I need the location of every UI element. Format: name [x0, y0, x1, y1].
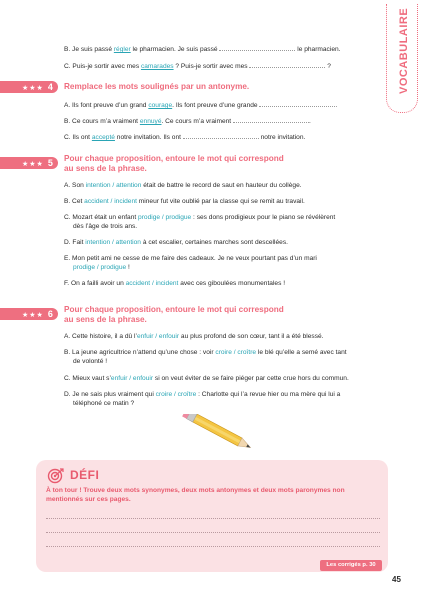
- exercise-6-badge: [0, 308, 58, 320]
- ex5-item-c-line2: dès l’âge de trois ans.: [73, 223, 138, 230]
- top-item-b: B. Je suis passé régler le pharmacien. Je suis passé le pharmacien.: [64, 46, 341, 53]
- exercise-number: 4: [47, 82, 53, 92]
- word-choice[interactable]: intention / attention: [85, 239, 141, 246]
- word-choice[interactable]: prodige / prodigue: [73, 264, 127, 271]
- difficulty-stars: ★★★: [22, 161, 44, 168]
- ex5-item-e-line2: prodige / prodigue !: [73, 264, 130, 271]
- exercise-5-badge: [0, 157, 58, 169]
- defi-instructions: À ton tour ! Trouve deux mots synonymes, deux mots antonymes et deux mots paronymes non mentionnés sur ces pages.: [46, 487, 345, 503]
- word-choice[interactable]: prodige / prodigue: [138, 214, 192, 221]
- exercise-number: 6: [47, 309, 53, 319]
- ex5-item-a: A. Son intention / attention était de battre le record de saut en hauteur du collège.: [64, 182, 302, 189]
- ex6-item-d-line2: téléphoné ce matin ?: [73, 400, 135, 407]
- exercise-number: 5: [47, 158, 53, 168]
- ex5-item-e: E. Mon petit ami ne cesse de me faire des cadeaux. Je ne veux pourtant pas d’un mari: [64, 255, 317, 262]
- ex5-item-d: D. Fait intention / attention à cet escalier, certaines marches sont descellées.: [64, 239, 288, 246]
- ex4-item-a: A. Ils font preuve d’un grand courage. Ils font preuve d’une grande .: [64, 102, 338, 109]
- word-choice[interactable]: croire / croître: [215, 349, 257, 356]
- vocabulary-label: VOCABULAIRE: [398, 7, 410, 94]
- answer-line[interactable]: [46, 532, 380, 533]
- ex5-item-c: C. Mozart était un enfant prodige / prodigue : ses dons prodigieux pour le piano se révélèrent: [64, 214, 336, 221]
- answer-line[interactable]: [46, 546, 380, 547]
- word-choice[interactable]: croire / croître: [155, 391, 197, 398]
- ex4-item-c: C. Ils ont accepté notre invitation. Ils ont notre invitation.: [64, 134, 306, 141]
- ex6-item-d: D. Je ne sais plus vraiment qui croire / croître : Charlotte qui l’a revue hier ou ma mère qui lui a: [64, 391, 341, 398]
- underlined-word: régler: [113, 46, 131, 53]
- word-choice[interactable]: accident / incident: [125, 280, 179, 287]
- ex6-item-a: A. Cette histoire, il a dû l’enfuir / enfouir au plus profond de son cœur, tant il a été blessé.: [64, 333, 324, 340]
- exercise-4-badge: [0, 81, 58, 93]
- underlined-word: accepté: [91, 134, 115, 141]
- target-icon: [47, 468, 65, 484]
- pencil-icon: [182, 414, 262, 452]
- underlined-word: camarades: [140, 63, 174, 70]
- ex6-item-b: B. La jeune agricultrice n’attend qu’une chose : voir croire / croître le blé qu’elle a semé avec tant: [64, 349, 347, 356]
- answer-blank[interactable]: [183, 132, 259, 139]
- answer-line[interactable]: [46, 518, 380, 519]
- exercise-6-title: Pour chaque proposition, entoure le mot qui correspond au sens de la phrase.: [64, 305, 284, 324]
- word-choice[interactable]: enfuir / enfouir: [136, 333, 180, 340]
- ex5-item-b: B. Cet accident / incident mineur fut vite oublié par la classe qui se remit au travail.: [64, 198, 305, 205]
- word-choice[interactable]: accident / incident: [84, 198, 137, 205]
- exercise-5-title: Pour chaque proposition, entoure le mot qui correspond au sens de la phrase.: [64, 154, 284, 173]
- ex6-item-b-line2: de volonté !: [73, 358, 108, 365]
- exercise-4-title: Remplace les mots soulignés par un antonyme.: [64, 82, 250, 91]
- answer-blank[interactable]: [259, 100, 335, 107]
- top-item-c: C. Puis-je sortir avec mes camarades ? Puis-je sortir avec mes ?: [64, 63, 331, 70]
- ex4-item-b: B. Ce cours m’a vraiment ennuyé. Ce cours m’a vraiment .: [64, 118, 311, 125]
- page-number: 45: [392, 575, 401, 584]
- word-choice[interactable]: enfuir / enfouir: [110, 375, 154, 382]
- underlined-word: courage: [148, 102, 173, 109]
- corrections-reference: Les corrigés p. 30: [320, 560, 382, 571]
- underlined-word: ennuyé: [139, 118, 162, 125]
- ex6-item-c: C. Mieux vaut s’enfuir / enfouir si on veut éviter de se faire piéger par cette crue hors du commun.: [64, 375, 349, 382]
- answer-blank[interactable]: [233, 116, 309, 123]
- answer-blank[interactable]: [219, 44, 295, 51]
- ex5-item-f: F. On a failli avoir un accident / incident avec ces giboulées monumentales !: [64, 280, 286, 287]
- difficulty-stars: ★★★: [22, 85, 44, 92]
- word-choice[interactable]: intention / attention: [85, 182, 142, 189]
- defi-title: DÉFI: [70, 468, 100, 482]
- answer-blank[interactable]: [249, 61, 325, 68]
- difficulty-stars: ★★★: [22, 312, 44, 319]
